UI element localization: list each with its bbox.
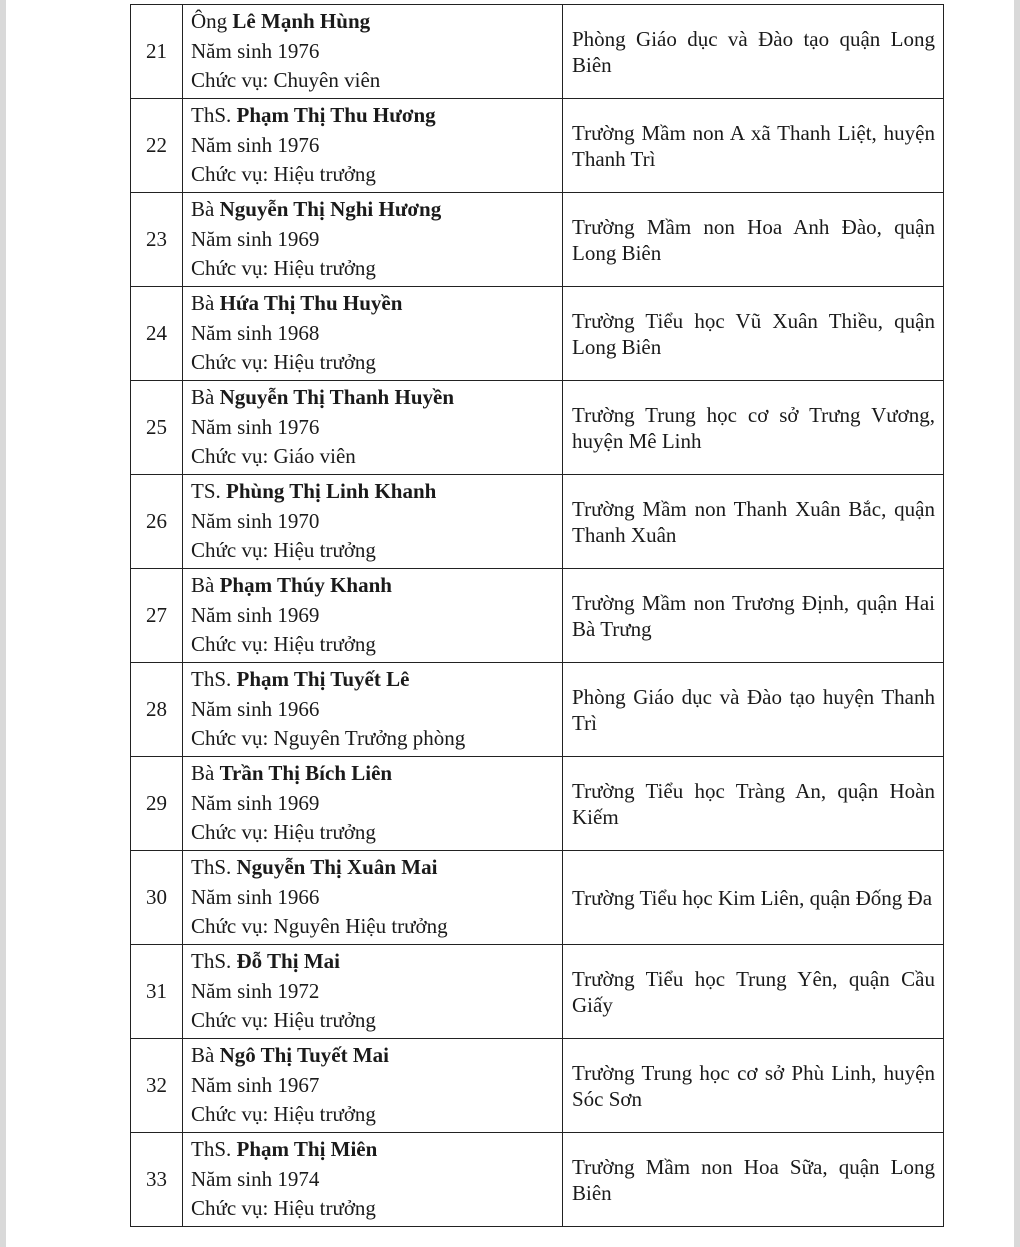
- person-name-line: [191, 1135, 562, 1165]
- row-number: 21: [131, 5, 183, 99]
- person-title: TS.: [191, 479, 221, 504]
- person-name: Phùng Thị Linh Khanh: [226, 479, 437, 504]
- person-name-line: [191, 1041, 562, 1071]
- person-info: [183, 663, 563, 757]
- person-name-line: [191, 477, 562, 507]
- table-row: [131, 193, 944, 287]
- row-number: 28: [131, 663, 183, 757]
- table-row: [131, 1133, 944, 1227]
- person-birth-year: Năm sinh 1976: [191, 132, 320, 157]
- person-name: Nguyễn Thị Xuân Mai: [236, 855, 438, 880]
- person-position: Chức vụ: Hiệu trưởng: [191, 1102, 376, 1127]
- person-info: [183, 757, 563, 851]
- row-number: 23: [131, 193, 183, 287]
- person-title: ThS.: [191, 103, 232, 128]
- person-name: Phạm Thị Thu Hương: [236, 103, 436, 128]
- person-birth-year: Năm sinh 1969: [191, 226, 320, 251]
- person-unit: Trường Mầm non Hoa Anh Đào, quận Long Biên: [563, 193, 944, 287]
- row-number: 32: [131, 1039, 183, 1133]
- person-birth-year: Năm sinh 1976: [191, 38, 320, 63]
- person-name-line: [191, 289, 562, 319]
- table-row: [131, 1039, 944, 1133]
- person-unit: Trường Tiểu học Vũ Xuân Thiều, quận Long Biên: [563, 287, 944, 381]
- person-info: [183, 381, 563, 475]
- row-number: 27: [131, 569, 183, 663]
- person-title: Ông: [191, 9, 228, 34]
- person-info: [183, 851, 563, 945]
- person-unit: Phòng Giáo dục và Đào tạo huyện Thanh Trì: [563, 663, 944, 757]
- table-row: [131, 663, 944, 757]
- person-title: ThS.: [191, 667, 232, 692]
- person-name: Trần Thị Bích Liên: [219, 761, 393, 786]
- person-title: Bà: [191, 291, 215, 316]
- person-title: Bà: [191, 573, 215, 598]
- row-number: 29: [131, 757, 183, 851]
- person-unit: Trường Mầm non Trương Định, quận Hai Bà Trưng: [563, 569, 944, 663]
- person-title: Bà: [191, 1043, 215, 1068]
- person-position: Chức vụ: Nguyên Hiệu trưởng: [191, 914, 448, 939]
- person-info: [183, 569, 563, 663]
- row-number: 24: [131, 287, 183, 381]
- person-name: Nguyễn Thị Nghi Hương: [219, 197, 442, 222]
- person-position: Chức vụ: Hiệu trưởng: [191, 162, 376, 187]
- row-number: 31: [131, 945, 183, 1039]
- person-position: Chức vụ: Hiệu trưởng: [191, 1008, 376, 1033]
- person-birth-year: Năm sinh 1974: [191, 1166, 320, 1191]
- person-name: Nguyễn Thị Thanh Huyền: [219, 385, 454, 410]
- person-birth-year: Năm sinh 1969: [191, 602, 320, 627]
- person-title: Bà: [191, 197, 215, 222]
- person-name-line: [191, 665, 562, 695]
- person-name: Đỗ Thị Mai: [236, 949, 340, 974]
- table-row: [131, 757, 944, 851]
- person-unit: Trường Trung học cơ sở Phù Linh, huyện Sóc Sơn: [563, 1039, 944, 1133]
- person-birth-year: Năm sinh 1970: [191, 508, 320, 533]
- table-row: [131, 5, 944, 99]
- table-row: [131, 945, 944, 1039]
- person-name-line: [191, 195, 562, 225]
- person-name: Hứa Thị Thu Huyền: [219, 291, 403, 316]
- person-name-line: [191, 571, 562, 601]
- person-unit: Trường Trung học cơ sở Trưng Vương, huyện Mê Linh: [563, 381, 944, 475]
- table-row: [131, 99, 944, 193]
- table-row: [131, 287, 944, 381]
- person-birth-year: Năm sinh 1972: [191, 978, 320, 1003]
- person-title: Bà: [191, 385, 215, 410]
- person-unit: Phòng Giáo dục và Đào tạo quận Long Biên: [563, 5, 944, 99]
- person-birth-year: Năm sinh 1968: [191, 320, 320, 345]
- table-row: [131, 381, 944, 475]
- person-name-line: [191, 947, 562, 977]
- person-birth-year: Năm sinh 1969: [191, 790, 320, 815]
- person-name-line: [191, 7, 562, 37]
- person-name: Phạm Thúy Khanh: [219, 573, 392, 598]
- viewer-frame-right: [1014, 0, 1020, 1247]
- person-name: Phạm Thị Tuyết Lê: [236, 667, 410, 692]
- person-position: Chức vụ: Chuyên viên: [191, 68, 381, 93]
- person-position: Chức vụ: Hiệu trưởng: [191, 632, 376, 657]
- person-info: [183, 287, 563, 381]
- person-unit: Trường Mầm non Hoa Sữa, quận Long Biên: [563, 1133, 944, 1227]
- person-position: Chức vụ: Giáo viên: [191, 444, 356, 469]
- person-info: [183, 1133, 563, 1227]
- person-title: ThS.: [191, 949, 232, 974]
- person-title: ThS.: [191, 855, 232, 880]
- viewer-frame-left: [0, 0, 6, 1247]
- person-position: Chức vụ: Hiệu trưởng: [191, 820, 376, 845]
- table-row: [131, 569, 944, 663]
- person-birth-year: Năm sinh 1976: [191, 414, 320, 439]
- person-unit: Trường Tiểu học Trung Yên, quận Cầu Giấy: [563, 945, 944, 1039]
- person-unit: Trường Tiểu học Tràng An, quận Hoàn Kiếm: [563, 757, 944, 851]
- person-info: [183, 193, 563, 287]
- row-number: 33: [131, 1133, 183, 1227]
- table-row: [131, 475, 944, 569]
- person-name: Ngô Thị Tuyết Mai: [219, 1043, 389, 1068]
- person-position: Chức vụ: Hiệu trưởng: [191, 256, 376, 281]
- honoree-table: [130, 4, 944, 1227]
- person-birth-year: Năm sinh 1967: [191, 1072, 320, 1097]
- person-info: [183, 99, 563, 193]
- person-name-line: [191, 101, 562, 131]
- person-birth-year: Năm sinh 1966: [191, 696, 320, 721]
- person-position: Chức vụ: Hiệu trưởng: [191, 1196, 376, 1221]
- person-name-line: [191, 383, 562, 413]
- row-number: 26: [131, 475, 183, 569]
- person-name: Lê Mạnh Hùng: [232, 9, 371, 34]
- person-info: [183, 475, 563, 569]
- person-title: ThS.: [191, 1137, 232, 1162]
- person-birth-year: Năm sinh 1966: [191, 884, 320, 909]
- row-number: 22: [131, 99, 183, 193]
- person-unit: Trường Mầm non Thanh Xuân Bắc, quận Thanh Xuân: [563, 475, 944, 569]
- person-title: Bà: [191, 761, 215, 786]
- person-name-line: [191, 853, 562, 883]
- person-name-line: [191, 759, 562, 789]
- row-number: 30: [131, 851, 183, 945]
- person-position: Chức vụ: Hiệu trưởng: [191, 538, 376, 563]
- person-name: Phạm Thị Miên: [236, 1137, 378, 1162]
- table-row: [131, 851, 944, 945]
- person-unit: Trường Tiểu học Kim Liên, quận Đống Đa: [563, 851, 944, 945]
- row-number: 25: [131, 381, 183, 475]
- person-info: [183, 945, 563, 1039]
- person-position: Chức vụ: Nguyên Trưởng phòng: [191, 726, 466, 751]
- person-info: [183, 1039, 563, 1133]
- person-position: Chức vụ: Hiệu trưởng: [191, 350, 376, 375]
- person-info: [183, 5, 563, 99]
- honoree-table-body: [131, 5, 944, 1227]
- person-unit: Trường Mầm non A xã Thanh Liệt, huyện Thanh Trì: [563, 99, 944, 193]
